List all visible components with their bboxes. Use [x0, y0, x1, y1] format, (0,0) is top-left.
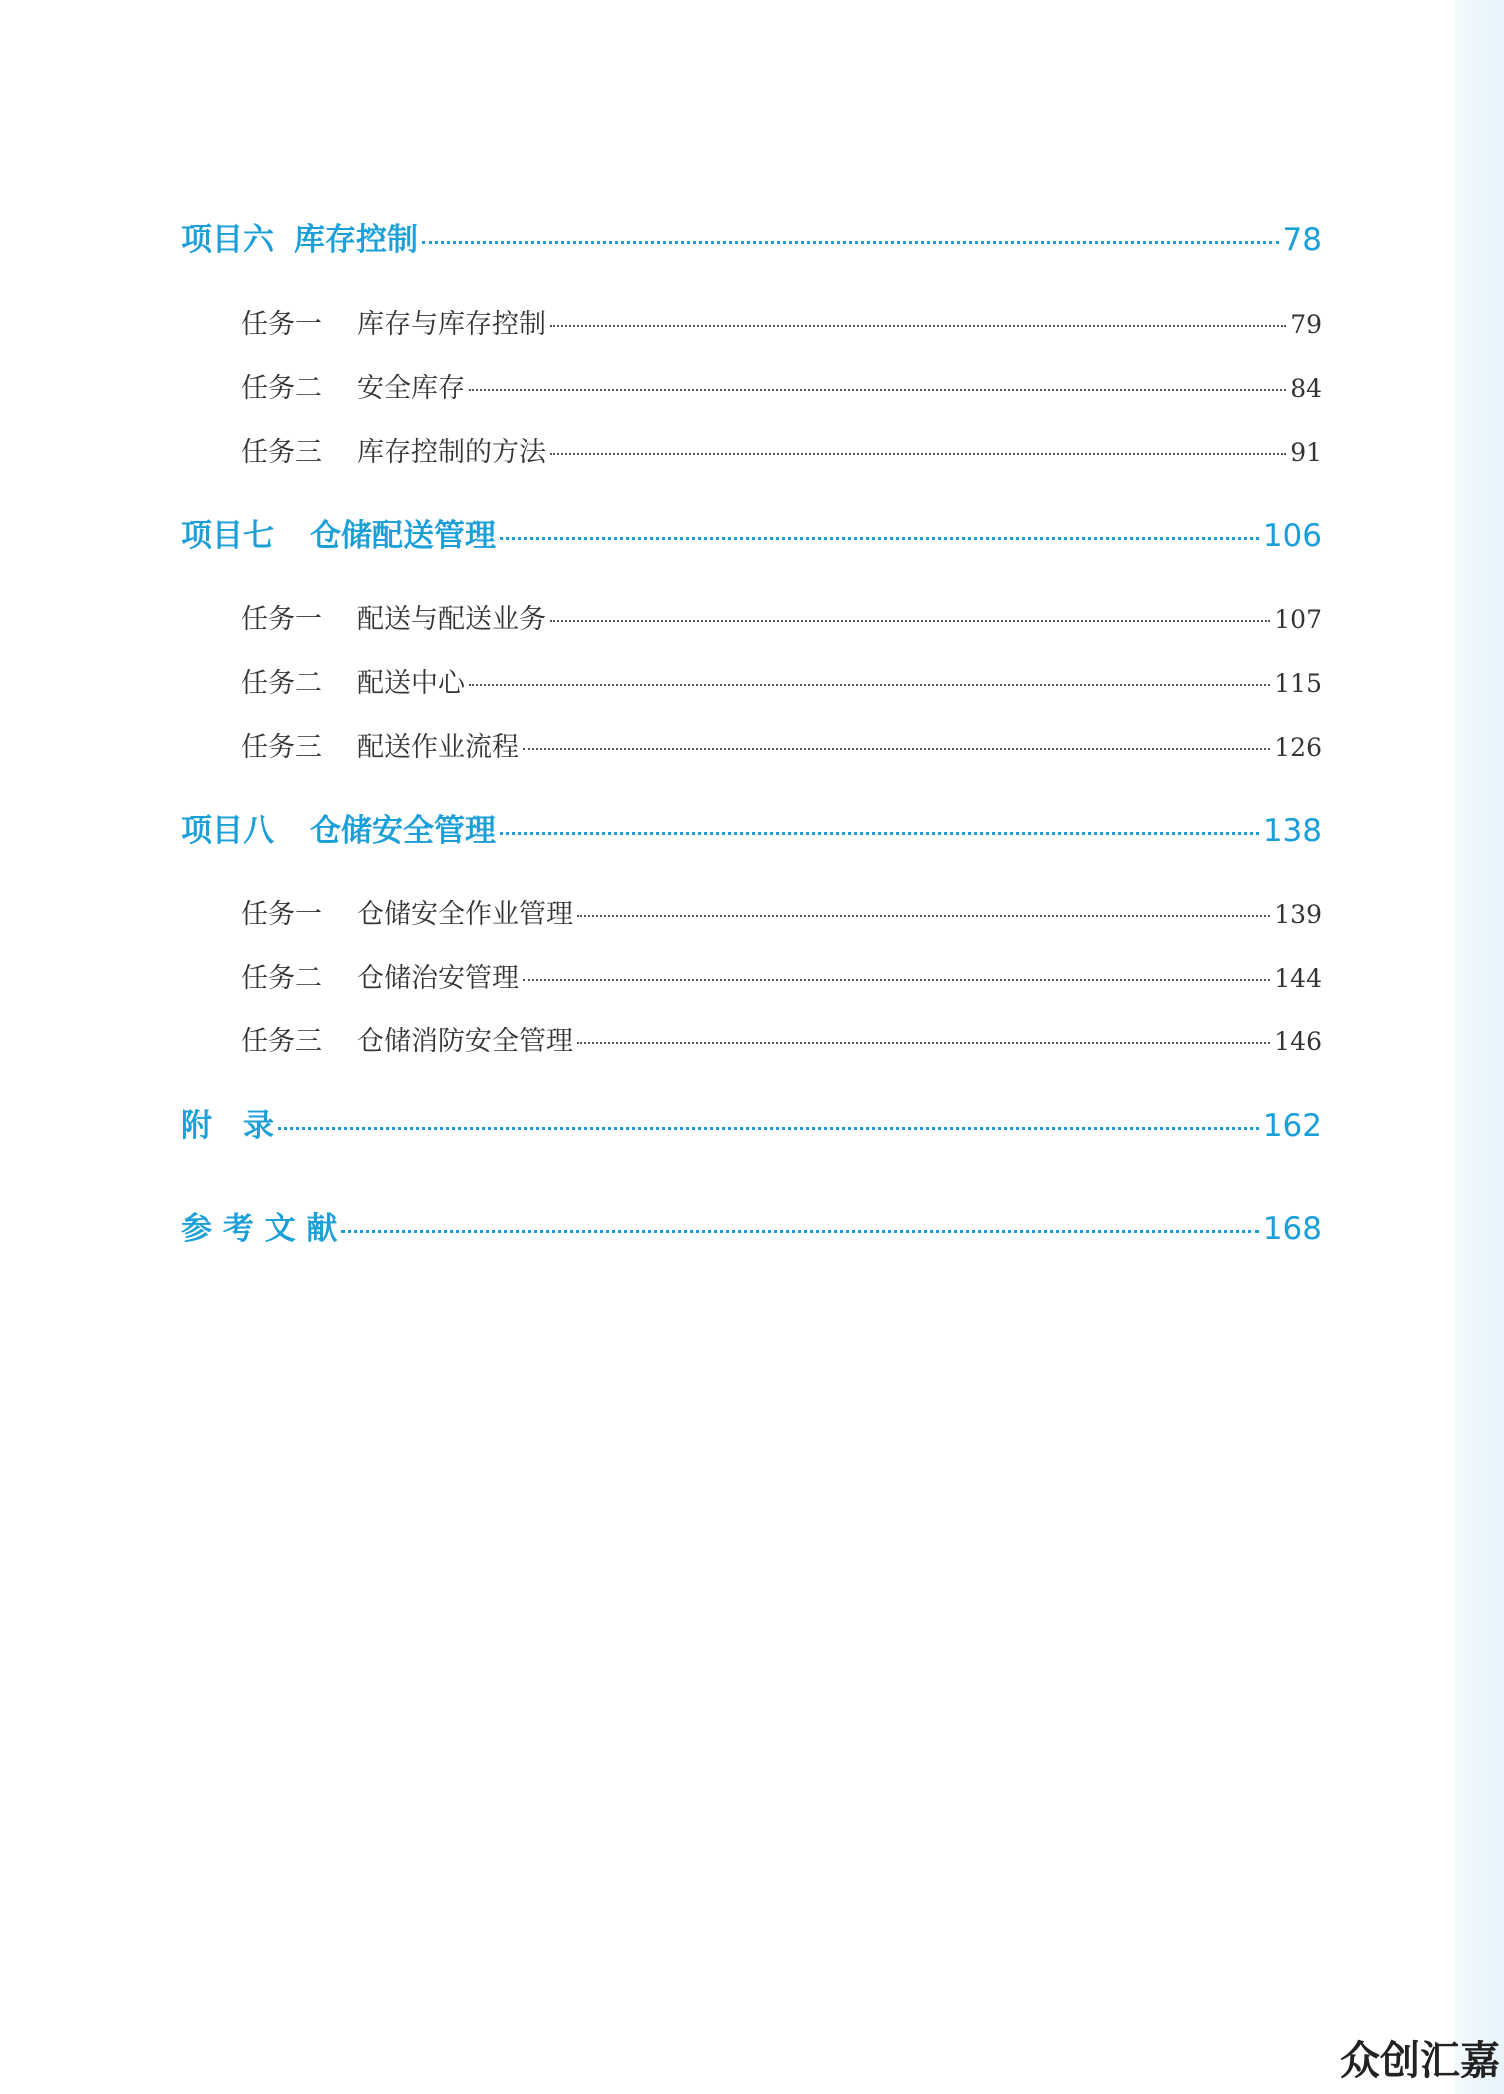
leader-dots — [523, 748, 1270, 750]
chapter-title: 库存控制 — [294, 222, 418, 258]
leader-dots — [523, 979, 1270, 981]
task-title: 配送与配送业务 — [357, 604, 546, 635]
page-number: 126 — [1274, 733, 1322, 762]
leader-dots — [500, 832, 1259, 835]
leader-dots — [577, 915, 1270, 917]
task-title: 库存控制的方法 — [357, 437, 546, 468]
toc-task-6-2[interactable] — [241, 366, 1322, 405]
toc-chapter-6[interactable] — [181, 214, 1322, 259]
leader-dots — [550, 325, 1286, 327]
leader-dots — [278, 1127, 1259, 1130]
task-number: 任务二 — [241, 373, 322, 404]
page-number: 144 — [1274, 964, 1322, 993]
chapter-title: 仓储安全管理 — [310, 813, 496, 849]
page-number: 107 — [1274, 605, 1322, 634]
toc-task-6-1[interactable] — [241, 302, 1322, 341]
task-title: 仓储消防安全管理 — [357, 1026, 573, 1057]
leader-dots — [550, 620, 1270, 622]
chapter-number: 项目八 — [181, 813, 274, 849]
leader-dots — [422, 241, 1279, 244]
page-number: 106 — [1262, 518, 1322, 554]
chapter-title: 参 考 文 献 — [181, 1211, 338, 1247]
page-number: 79 — [1290, 310, 1322, 339]
toc-chapter-8[interactable] — [181, 805, 1322, 850]
watermark-logo: 众创汇嘉 — [1340, 2038, 1500, 2084]
page-number: 91 — [1290, 438, 1322, 467]
task-number: 任务一 — [241, 309, 322, 340]
task-number: 任务三 — [241, 732, 322, 763]
page-number: 139 — [1274, 900, 1322, 929]
leader-dots — [469, 389, 1286, 391]
page-number: 162 — [1262, 1108, 1322, 1144]
task-number: 任务一 — [241, 604, 322, 635]
leader-dots — [500, 537, 1259, 540]
task-title: 配送中心 — [357, 668, 465, 699]
toc-task-8-3[interactable] — [241, 1019, 1322, 1058]
leader-dots — [577, 1042, 1270, 1044]
page-number: 78 — [1282, 222, 1322, 258]
toc-task-8-1[interactable] — [241, 892, 1322, 931]
chapter-number: 项目七 — [181, 518, 274, 554]
leader-dots — [341, 1230, 1258, 1233]
toc-appendix[interactable] — [181, 1100, 1322, 1145]
toc-task-6-3[interactable] — [241, 430, 1322, 469]
task-title: 库存与库存控制 — [357, 309, 546, 340]
task-title: 仓储安全作业管理 — [357, 899, 573, 930]
page-number: 115 — [1274, 669, 1322, 698]
task-number: 任务二 — [241, 668, 322, 699]
toc-chapter-7[interactable] — [181, 510, 1322, 555]
toc-task-8-2[interactable] — [241, 956, 1322, 995]
leader-dots — [550, 453, 1286, 455]
task-number: 任务二 — [241, 963, 322, 994]
task-number: 任务一 — [241, 899, 322, 930]
task-number: 任务三 — [241, 1026, 322, 1057]
toc-task-7-2[interactable] — [241, 661, 1322, 700]
task-title: 配送作业流程 — [357, 732, 519, 763]
task-title: 安全库存 — [357, 373, 465, 404]
page-number: 168 — [1262, 1211, 1322, 1247]
task-title: 仓储治安管理 — [357, 963, 519, 994]
page-edge-band — [1454, 0, 1504, 2094]
chapter-title: 仓储配送管理 — [310, 518, 496, 554]
toc-task-7-3[interactable] — [241, 725, 1322, 764]
toc-task-7-1[interactable] — [241, 597, 1322, 636]
task-number: 任务三 — [241, 437, 322, 468]
chapter-title: 附 录 — [181, 1108, 274, 1144]
page-number: 138 — [1262, 813, 1322, 849]
leader-dots — [469, 684, 1270, 686]
page-number: 146 — [1274, 1027, 1322, 1056]
page-number: 84 — [1290, 374, 1322, 403]
toc-references[interactable] — [181, 1203, 1322, 1248]
chapter-number: 项目六 — [181, 222, 274, 258]
